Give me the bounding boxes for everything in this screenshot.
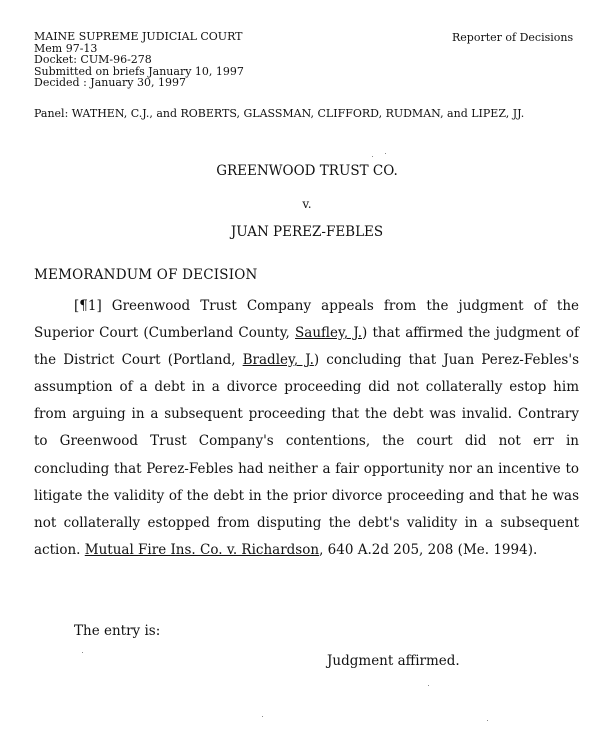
judgment-line: Judgment affirmed.	[327, 653, 460, 669]
case-citation: Mutual Fire Ins. Co. v. Richardson	[84, 541, 320, 558]
docket-number: Docket: CUM-96-278	[34, 53, 152, 67]
case-header	[34, 31, 244, 89]
decision-body	[34, 293, 579, 564]
scan-speck	[385, 153, 386, 154]
judge-citation: Bradley, J.	[242, 352, 314, 369]
caption-versus: v.	[302, 197, 312, 211]
scan-speck	[262, 716, 263, 717]
judge-citation: Saufley, J.	[295, 325, 362, 342]
paragraph-marker: [¶1]	[74, 298, 102, 314]
memo-number: Mem 97-13	[34, 41, 98, 55]
entry-label: The entry is:	[74, 623, 161, 639]
scan-speck	[82, 652, 83, 653]
panel-line: Panel: WATHEN, C.J., and ROBERTS, GLASSMAN, CLIFFORD, RUDMAN, and LIPEZ, JJ.	[34, 107, 525, 120]
paragraph-1: [¶1] Greenwood Trust Company appeals from the judgment of the Superior Court (Cumberland County, Saufley, J.) that affirmed the judgment of the District Court (Portland, Bradley, J.) concluding that Juan Perez-Febles's assumption of a debt in a divorce proceeding did not collaterally estop him from arguing in a subsequent proceeding that the debt was invalid. Contrary to Greenwood Trust Company's contentions, the court did not err in concluding that Perez-Febles had neither a fair opportunity nor an incentive to litigate the validity of the debt in the prior divorce proceeding and that he was not collaterally estopped from disputing the debt's validity in a subsequent action. Mutual Fire Ins. Co. v. Richardson, 640 A.2d 205, 208 (Me. 1994).	[34, 298, 579, 558]
scan-speck	[487, 720, 488, 721]
decided-date: Decided : January 30, 1997	[34, 76, 186, 90]
caption-plaintiff: GREENWOOD TRUST CO.	[216, 163, 398, 179]
caption-defendant: JUAN PEREZ-FEBLES	[230, 224, 384, 240]
submitted-date: Submitted on briefs January 10, 1997	[34, 64, 244, 78]
court-name: MAINE SUPREME JUDICIAL COURT	[34, 30, 243, 43]
scan-speck	[372, 156, 373, 157]
reporter-label: Reporter of Decisions	[452, 31, 574, 44]
scan-speck	[428, 685, 429, 686]
memorandum-heading: MEMORANDUM OF DECISION	[34, 267, 258, 283]
